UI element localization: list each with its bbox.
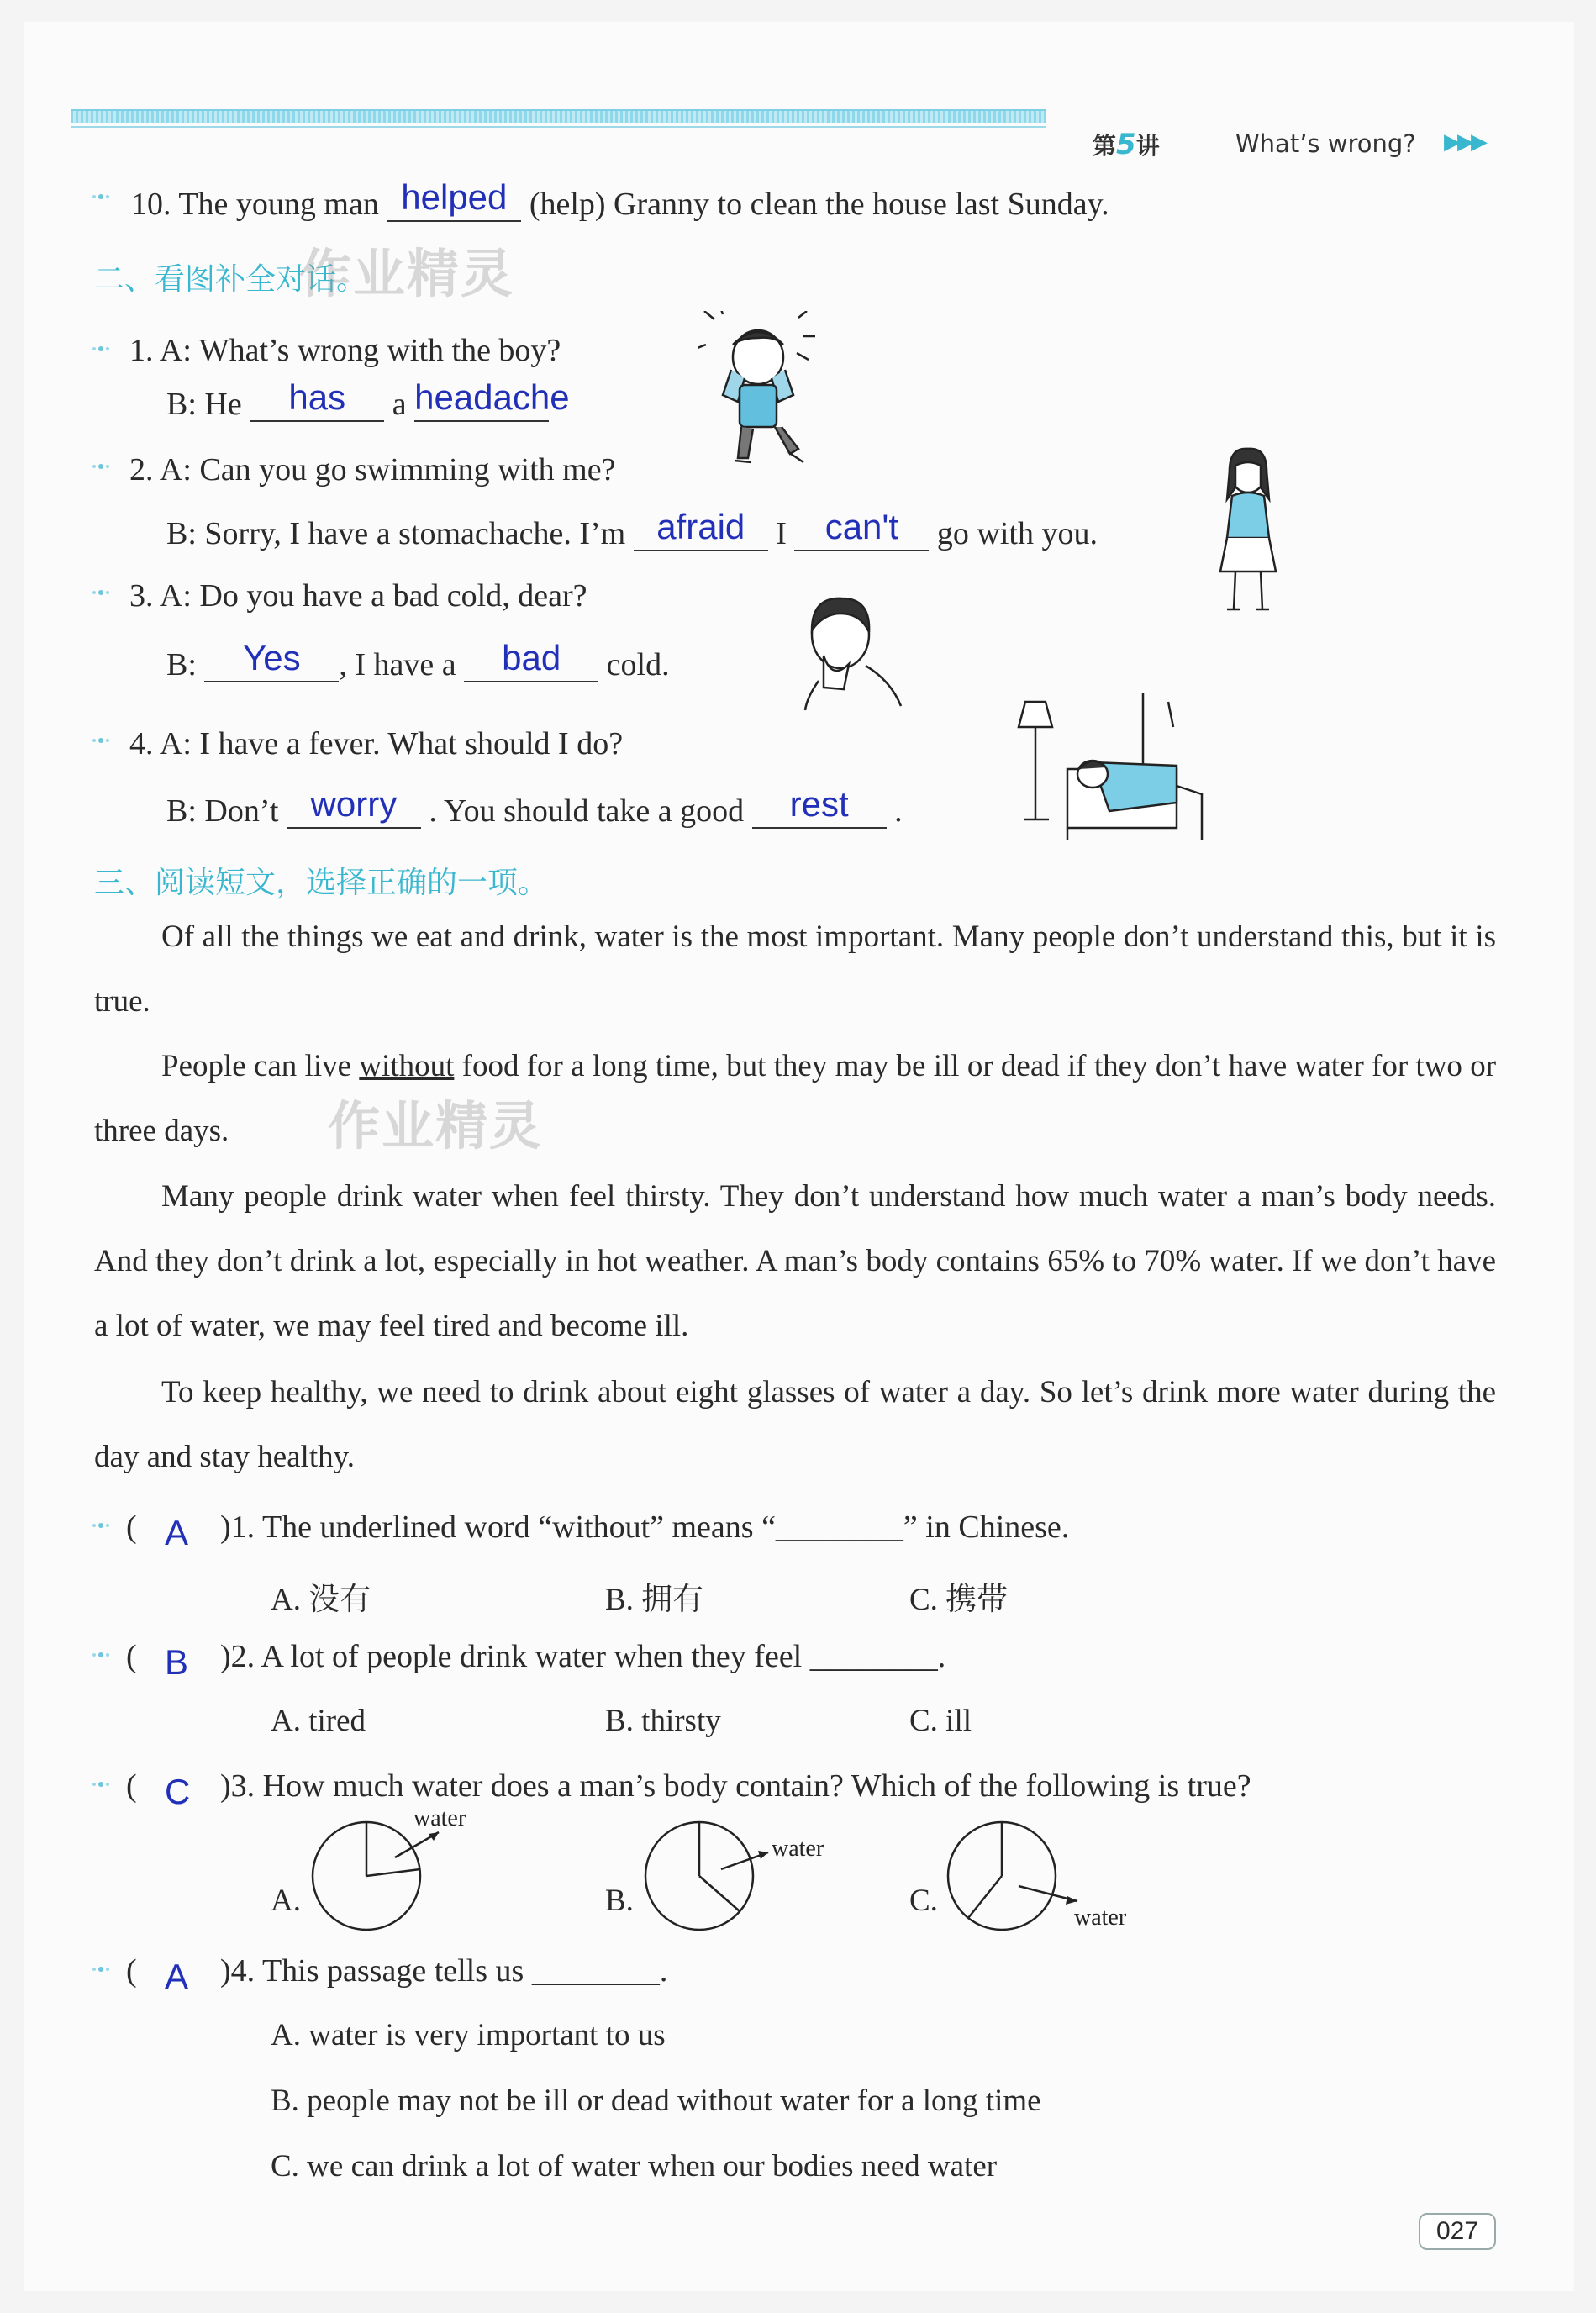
- q2-option-b: B. thirsty: [605, 1704, 721, 1738]
- paren-open: (: [126, 1953, 137, 1989]
- q1-option-c: C. 携带: [909, 1583, 1009, 1617]
- s2-item3-blank1: Yes: [204, 645, 339, 682]
- boy-headache-illustration: [698, 311, 824, 479]
- section2-title: 二、看图补全对话。: [94, 262, 367, 297]
- q3-option-c: C.: [909, 1884, 938, 1918]
- q4-answer: A: [165, 1957, 189, 1996]
- s2-item1-a: 1. A: What’s wrong with the boy?: [129, 333, 561, 368]
- sick-in-bed-illustration: [1009, 693, 1210, 840]
- s2-item2-a: 2. A: Can you go swimming with me?: [129, 452, 616, 487]
- s2-item4-b: B: Don’t worry . You should take a good rest .: [166, 784, 903, 829]
- paren-open: (: [126, 1510, 137, 1545]
- s2-item3-blank2: bad: [464, 645, 598, 682]
- s2-item2-blank2: can't: [794, 514, 929, 551]
- q3-stem: )3. How much water does a man’s body contain? Which of the following is true?: [220, 1768, 1251, 1804]
- bullet-icon: [91, 735, 113, 746]
- s2-item1-blank1: has: [250, 385, 384, 422]
- q4-option-b: B. people may not be ill or dead without water for a long time: [271, 2084, 1041, 2118]
- paren-open: (: [126, 1768, 137, 1804]
- q1-option-a: A. 没有: [271, 1583, 371, 1617]
- q4-option-a: A. water is very important to us: [271, 2018, 666, 2052]
- header-decor-bar: [71, 109, 1046, 123]
- header-decor-line: [71, 126, 1046, 128]
- s2-item2-b: B: Sorry, I have a stomachache. I’m afraid I can't go with you.: [166, 507, 1098, 551]
- bullet-icon: [91, 1520, 113, 1531]
- page-number: 027: [1419, 2213, 1496, 2250]
- q2-option-c: C. ill: [909, 1704, 972, 1738]
- q2-option-a: A. tired: [271, 1704, 366, 1738]
- pie-chart-a: [303, 1807, 471, 1933]
- header-title: What’s wrong?: [1235, 129, 1416, 158]
- passage-paragraph-2: People can live without food for a long time, but they may be ill or dead if they don’t have water for two or three days.: [94, 1049, 1497, 1148]
- pie-chart-b: [635, 1807, 837, 1933]
- q2-stem: )2. A lot of people drink water when they feel ________.: [220, 1639, 946, 1674]
- pie-c-label: water: [1074, 1905, 1127, 1931]
- pie-a-label: water: [413, 1807, 466, 1831]
- q10-answer: helped: [401, 177, 508, 217]
- passage-paragraph-1: Of all the things we eat and drink, water is the most important. Many people don’t understand this, but it is true.: [94, 919, 1496, 1019]
- s2-item3-b: B: Yes , I have a bad cold.: [166, 638, 670, 682]
- header-arrows-icon: ▶▶▶: [1444, 129, 1484, 154]
- passage-paragraph-3: Many people drink water when feel thirsty. They don’t understand how much water a man’s body needs. And they don’t drink a lot, especially in hot weather. A man’s body contains 65% to 70% water. If we don’t have a lot of water, we may feel tired and become ill.: [94, 1179, 1496, 1343]
- q2-answer: B: [165, 1642, 189, 1682]
- underlined-word-without: without: [359, 1049, 455, 1083]
- s2-item2-blank1: afraid: [634, 514, 768, 551]
- q1-option-b: B. 拥有: [605, 1583, 704, 1617]
- bullet-icon: [91, 1963, 113, 1975]
- s2-item1-b: B: He has a headache: [166, 377, 570, 422]
- q4-stem: )4. This passage tells us ________.: [220, 1953, 668, 1989]
- q4-option-c: C. we can drink a lot of water when our bodies need water: [271, 2149, 998, 2184]
- pie-chart-c: [938, 1807, 1148, 1933]
- watermark: 作业精灵: [299, 243, 515, 304]
- paren-open: (: [126, 1639, 137, 1674]
- bullet-icon: [91, 343, 113, 355]
- s2-item1-blank2: headache: [414, 385, 549, 422]
- q3-answer: C: [165, 1772, 191, 1811]
- q3-option-b: B.: [605, 1884, 634, 1918]
- q3-option-a: A.: [271, 1884, 301, 1918]
- q10-blank: [387, 177, 521, 222]
- s2-item4-blank1: worry: [287, 792, 421, 829]
- q1-stem: )1. The underlined word “without” means “________” in Chinese.: [220, 1510, 1070, 1545]
- q10-line: 10. The young man helped (help) Granny to clean the house last Sunday.: [131, 177, 1109, 222]
- bullet-icon: [91, 1778, 113, 1790]
- section3-title: 三、阅读短文，选择正确的一项。: [94, 866, 549, 900]
- pie-b-label: water: [772, 1836, 824, 1862]
- man-cold-illustration: [790, 588, 916, 714]
- s2-item4-blank2: rest: [752, 792, 887, 829]
- bullet-icon: [91, 587, 113, 598]
- s2-item4-a: 4. A: I have a fever. What should I do?: [129, 726, 624, 761]
- q1-answer: A: [165, 1513, 189, 1552]
- lesson-label: 第5讲: [1093, 128, 1160, 161]
- passage-paragraph-4: To keep healthy, we need to drink about eight glasses of water a day. So let’s drink more water during the day and stay healthy.: [94, 1375, 1496, 1474]
- s2-item3-a: 3. A: Do you have a bad cold, dear?: [129, 578, 587, 614]
- bullet-icon: [91, 191, 113, 203]
- watermark: 作业精灵: [328, 1095, 544, 1156]
- girl-stomachache-illustration: [1202, 445, 1294, 614]
- bullet-icon: [91, 461, 113, 472]
- bullet-icon: [91, 1649, 113, 1661]
